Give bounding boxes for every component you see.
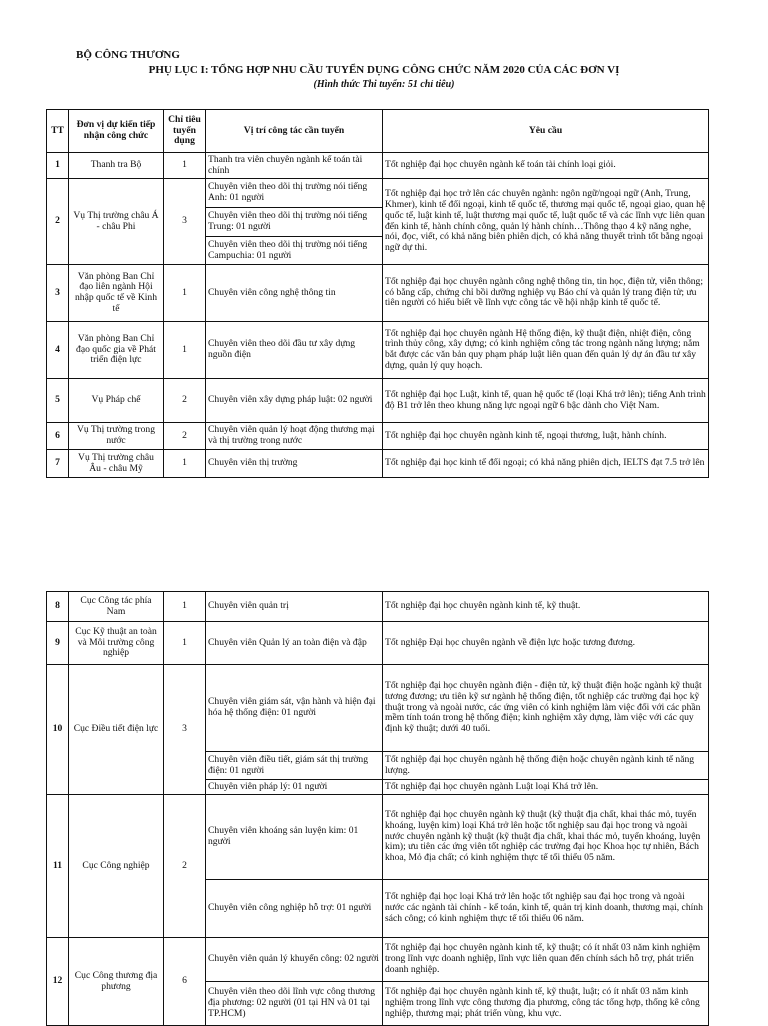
row-requirement: Tốt nghiệp đại học chuyên ngành kỹ thuật (kỹ thuật địa chất, khai thác mỏ, tuyển khoáng, luyện kim) loại Khá trở lên hoặc tốt nghiệp sau đại học trong và ngoài nước chuyên ngành kỹ thuật (kỹ thuật địa chất, khai thác mỏ, tuyển khoáng, luyện kim); ưu tiên các ứng viên tốt nghiệp các trường đại học Khoa học tự nhiên, Bách khoa, Mỏ địa chất; có kinh nghiệm thực tế tối thiểu 05 năm. [383,795,709,880]
document-title: PHỤ LỤC I: TỔNG HỢP NHU CẦU TUYỂN DỤNG CÔNG CHỨC NĂM 2020 CỦA CÁC ĐƠN VỊ [148,64,620,76]
row-unit: Cục Công nghiệp [69,795,164,938]
row-number: 12 [47,938,69,1026]
row-unit: Văn phòng Ban Chỉ đạo liên ngành Hội nhập quốc tế về Kinh tế [69,265,164,322]
row-position: Chuyên viên quản lý khuyến công: 02 người [206,938,383,982]
row-number: 3 [47,265,69,322]
row-number: 6 [47,423,69,450]
row-requirement: Tốt nghiệp đại học chuyên ngành Luật loại Khá trở lên. [383,780,709,795]
row-quota: 3 [164,665,206,795]
row-position: Chuyên viên pháp lý: 01 người [206,780,383,795]
row-requirement: Tốt nghiệp đại học kinh tế đối ngoại; có khả năng phiên dịch, IELTS đạt 7.5 trở lên [383,450,709,478]
row-number: 7 [47,450,69,478]
row-requirement: Tốt nghiệp đại học chuyên ngành công nghệ thông tin, tin học, điện tử, viễn thông; có bằng cấp, chứng chỉ bồi dưỡng nghiệp vụ Báo chí và quản lý trang điện tử; ưu tiên người có hiểu biết về lĩnh vực công tác về hội nhập kinh tế quốc tế. [383,265,709,322]
row-unit: Thanh tra Bộ [69,153,164,179]
row-position: Chuyên viên quản lý hoạt động thương mại và thị trường trong nước [206,423,383,450]
row-requirement: Tốt nghiệp Đại học chuyên ngành về điện lực hoặc tương đương. [383,622,709,665]
table-row [47,450,709,478]
row-number: 11 [47,795,69,938]
table-row [47,795,709,880]
row-requirement: Tốt nghiệp đại học trở lên các chuyên ngành: ngôn ngữ/ngoại ngữ (Anh, Trung, Khmer), kinh tế đối ngoại, kinh tế quốc tế, thương mại quốc tế, ngoại giao, quan hệ quốc tế, luật kinh tế, luật thương mại quốc tế, luật quốc tế và các lĩnh vực liên quan đến kinh tế, hành chính công, quản lý hành chính…Thông thạo 4 kỹ năng nghe, nói, đọc, viết, có khả năng biên phiên dịch, có khả năng thuyết trình tốt bằng ngoại ngữ dự thi. [383,179,709,265]
row-quota: 1 [164,153,206,179]
row-number: 9 [47,622,69,665]
row-unit: Vụ Thị trường châu Á - châu Phi [69,179,164,265]
row-position: Chuyên viên theo dõi thị trường nói tiếng Anh: 01 người [206,179,383,208]
table-row [47,153,709,179]
row-quota: 1 [164,322,206,379]
table-row [47,938,709,982]
row-number: 8 [47,592,69,622]
row-requirement: Tốt nghiệp đại học chuyên ngành kinh tế, kỹ thuật, luật; có ít nhất 03 năm kinh nghiệm trong lĩnh vực công thương địa phương, công tác tổng hợp, thống kê công nghiệp, thương mại; phát triển vùng, khu vực. [383,982,709,1026]
row-number: 1 [47,153,69,179]
row-position: Chuyên viên công nghiệp hỗ trợ: 01 người [206,880,383,938]
col-header-quota: Chỉ tiêu tuyển dụng [164,110,206,153]
row-position: Chuyên viên công nghệ thông tin [206,265,383,322]
table-row [47,322,709,379]
row-requirement: Tốt nghiệp đại học chuyên ngành kế toán tài chính loại giỏi. [383,153,709,179]
row-position: Chuyên viên xây dựng pháp luật: 02 người [206,379,383,423]
row-requirement: Tốt nghiệp đại học chuyên ngành kinh tế, kỹ thuật. [383,592,709,622]
row-position: Chuyên viên theo dõi thị trường nói tiếng Campuchia: 01 người [206,237,383,265]
row-position: Chuyên viên theo dõi thị trường nói tiếng Trung: 01 người [206,208,383,237]
row-position: Chuyên viên thị trường [206,450,383,478]
row-unit: Vụ Pháp chế [69,379,164,423]
table-header-row [47,110,709,153]
row-position: Thanh tra viên chuyên ngành kế toán tài chính [206,153,383,179]
row-unit: Vụ Thị trường trong nước [69,423,164,450]
row-number: 4 [47,322,69,379]
col-header-unit: Đơn vị dự kiến tiếp nhận công chức [69,110,164,153]
table-row [47,379,709,423]
table-row [47,592,709,622]
row-requirement: Tốt nghiệp đại học chuyên ngành kinh tế, kỹ thuật; có ít nhất 03 năm kinh nghiệm trong lĩnh vực doanh nghiệp, lĩnh vực liên quan đến chính sách hỗ trợ, phát triển doanh nghiệp. [383,938,709,982]
table-row [47,622,709,665]
row-position: Chuyên viên điều tiết, giám sát thị trường điện: 01 người [206,752,383,780]
ministry-name: BỘ CÔNG THƯƠNG [76,49,180,61]
row-quota: 1 [164,622,206,665]
row-unit: Cục Công thương địa phương [69,938,164,1026]
row-position: Chuyên viên Quản lý an toàn điện và đập [206,622,383,665]
row-unit: Cục Kỹ thuật an toàn và Môi trường công nghiệp [69,622,164,665]
row-position: Chuyên viên giám sát, vận hành và hiện đại hóa hệ thống điện: 01 người [206,665,383,752]
row-unit: Cục Điều tiết điện lực [69,665,164,795]
row-quota: 6 [164,938,206,1026]
row-number: 5 [47,379,69,423]
recruitment-table-page2 [46,591,709,1026]
row-requirement: Tốt nghiệp đại học chuyên ngành điện - điện tử, kỹ thuật điện hoặc ngành kỹ thuật tương đương; ưu tiên kỹ sư ngành hệ thống điện, tốt nghiệp các trường đại học kỹ thuật trong và ngoài nước, các ứng viên có kinh nghiệm làm việc đối với các phần mềm tính toán trong hệ thống điện; kinh nghiệm xây dựng, làm việc với các quy định kỹ thuật; dưới 40 tuổi. [383,665,709,752]
row-position: Chuyên viên theo dõi đầu tư xây dựng nguồn điện [206,322,383,379]
row-number: 10 [47,665,69,795]
row-requirement: Tốt nghiệp đại học chuyên ngành hệ thống điện hoặc chuyên ngành kinh tế năng lượng. [383,752,709,780]
row-quota: 2 [164,379,206,423]
document-subtitle: (Hình thức Thi tuyển: 51 chỉ tiêu) [313,79,455,90]
row-requirement: Tốt nghiệp đại học Luật, kinh tế, quan hệ quốc tế (loại Khá trở lên); tiếng Anh trình độ B1 trở lên theo khung năng lực ngoại ngữ 6 bậc dành cho Việt Nam. [383,379,709,423]
row-quota: 2 [164,795,206,938]
table-row [47,423,709,450]
row-unit: Cục Công tác phía Nam [69,592,164,622]
col-header-position: Vị trí công tác cần tuyển [206,110,383,153]
col-header-tt: TT [47,110,69,153]
col-header-requirement: Yêu cầu [383,110,709,153]
recruitment-table-page1 [46,109,709,478]
row-unit: Văn phòng Ban Chỉ đạo quốc gia về Phát triển điện lực [69,322,164,379]
row-quota: 1 [164,592,206,622]
table-row [47,665,709,752]
row-requirement: Tốt nghiệp đại học loại Khá trở lên hoặc tốt nghiệp sau đại học trong và ngoài nước các ngành tài chính - kế toán, kinh tế, quản trị kinh doanh, thương mại, chính sách công; có kinh nghiệm thực tế tối thiểu 06 năm. [383,880,709,938]
row-number: 2 [47,179,69,265]
row-quota: 1 [164,265,206,322]
table-row [47,265,709,322]
row-unit: Vụ Thị trường châu Âu - châu Mỹ [69,450,164,478]
table-row [47,179,709,208]
row-quota: 1 [164,450,206,478]
row-requirement: Tốt nghiệp đại học chuyên ngành Hệ thống điện, kỹ thuật điện, nhiệt điện, công trình thủy công, xây dựng; có kinh nghiệm công tác trong ngành năng lượng; nắm bắt được các văn bản quy phạm pháp luật liên quan đến quản lý dự án đầu tư xây dựng, quản lý quy hoạch. [383,322,709,379]
row-quota: 3 [164,179,206,265]
row-position: Chuyên viên theo dõi lĩnh vực công thương địa phương: 02 người (01 tại HN và 01 tại TP.HCM) [206,982,383,1026]
row-requirement: Tốt nghiệp đại học chuyên ngành kinh tế, ngoại thương, luật, hành chính. [383,423,709,450]
row-quota: 2 [164,423,206,450]
row-position: Chuyên viên quản trị [206,592,383,622]
row-position: Chuyên viên khoáng sản luyện kim: 01 người [206,795,383,880]
